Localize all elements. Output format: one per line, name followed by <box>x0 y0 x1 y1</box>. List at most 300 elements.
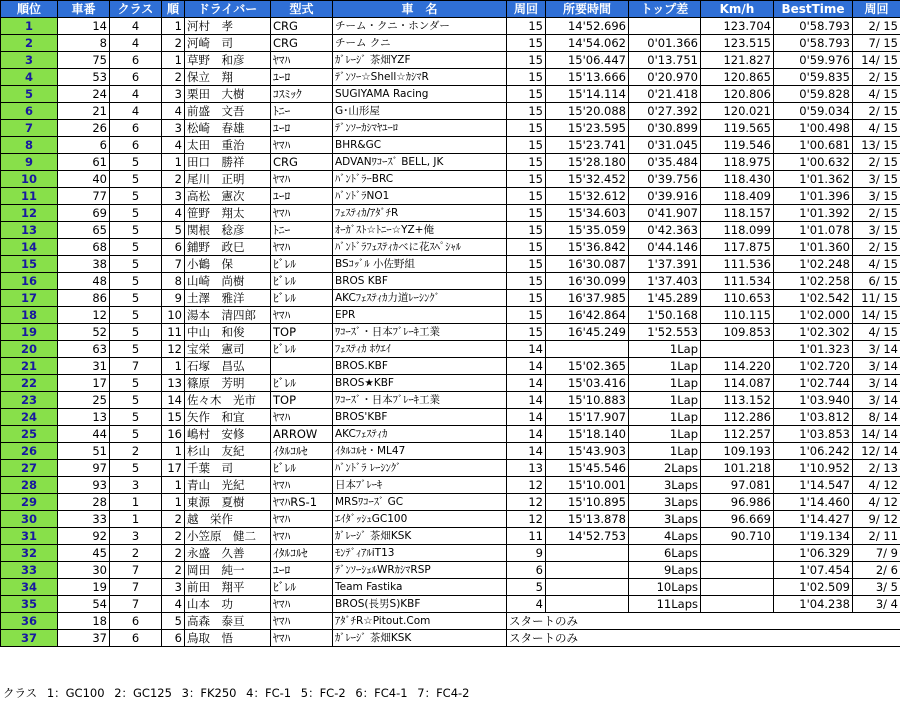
cell-driver: 東源 夏樹 <box>185 494 271 511</box>
cell-gap: 3Laps <box>629 511 701 528</box>
cell-chassis: ﾔﾏﾊ <box>271 137 333 154</box>
cell-class-rank: 3 <box>162 579 185 596</box>
class-legend-item: 5：FC-2 <box>300 686 346 700</box>
cell-total-time: 15'03.416 <box>546 375 629 392</box>
cell-gap: 3Laps <box>629 494 701 511</box>
cell-chassis: ﾋﾞﾚﾙ <box>271 341 333 358</box>
cell-gap: 0'44.146 <box>629 239 701 256</box>
cell-laps: 15 <box>507 69 546 86</box>
cell-car-number: 33 <box>58 511 110 528</box>
cell-gap: 0'39.756 <box>629 171 701 188</box>
cell-gap: 1'50.168 <box>629 307 701 324</box>
cell-driver: 佐々木 光市 <box>185 392 271 409</box>
cell-total-time: 15'18.140 <box>546 426 629 443</box>
cell-driver: 高森 泰亘 <box>185 613 271 630</box>
cell-speed <box>701 596 774 613</box>
cell-class-rank: 6 <box>162 239 185 256</box>
cell-class: 5 <box>110 409 162 426</box>
cell-chassis: ｲﾀﾙｺﾙｾ <box>271 443 333 460</box>
cell-car-number: 17 <box>58 375 110 392</box>
cell-best-time: 1'06.242 <box>774 443 853 460</box>
cell-total-time: 15'02.365 <box>546 358 629 375</box>
cell-best-lap: 3/ 4 <box>853 596 900 613</box>
table-row <box>1 341 900 358</box>
cell-speed: 120.865 <box>701 69 774 86</box>
cell-car-name: MRSﾜｺｰｽﾞ GC <box>333 494 507 511</box>
cell-best-time: 0'59.976 <box>774 52 853 69</box>
cell-total-time: 15'32.452 <box>546 171 629 188</box>
cell-chassis: ﾔﾏﾊ <box>271 239 333 256</box>
cell-class-rank: 2 <box>162 545 185 562</box>
cell-car-number: 75 <box>58 52 110 69</box>
cell-position: 11 <box>1 188 58 205</box>
cell-best-time: 1'06.329 <box>774 545 853 562</box>
table-row <box>1 528 900 545</box>
cell-speed: 118.409 <box>701 188 774 205</box>
cell-class-rank: 4 <box>162 103 185 120</box>
cell-gap: 1Lap <box>629 443 701 460</box>
cell-best-time: 1'14.427 <box>774 511 853 528</box>
cell-car-name: ｶﾞﾚｰｼﾞ 茶畑KSK <box>333 528 507 545</box>
table-row <box>1 171 900 188</box>
cell-gap: 0'30.899 <box>629 120 701 137</box>
cell-best-lap: 2/ 15 <box>853 18 900 35</box>
cell-car-name: ﾓﾝﾃﾞｨｱﾙiT13 <box>333 545 507 562</box>
cell-class: 5 <box>110 324 162 341</box>
cell-laps: 12 <box>507 494 546 511</box>
cell-car-number: 13 <box>58 409 110 426</box>
cell-position: 31 <box>1 528 58 545</box>
cell-total-time: 15'36.842 <box>546 239 629 256</box>
cell-best-time: 0'59.828 <box>774 86 853 103</box>
table-row <box>1 494 900 511</box>
cell-best-lap: 2/ 6 <box>853 562 900 579</box>
cell-gap: 0'42.363 <box>629 222 701 239</box>
cell-total-time: 15'34.603 <box>546 205 629 222</box>
cell-car-name: ﾊﾞﾝﾄﾞﾗﾌｪｽﾃｨｶベに花ｽﾍﾟｼｬﾙ <box>333 239 507 256</box>
cell-car-name: BROS KBF <box>333 273 507 290</box>
table-row <box>1 630 900 647</box>
cell-class-rank: 3 <box>162 86 185 103</box>
cell-start-only: スタートのみ <box>507 613 900 630</box>
cell-class-rank: 3 <box>162 120 185 137</box>
cell-driver: 越 栄作 <box>185 511 271 528</box>
cell-best-time: 1'00.498 <box>774 120 853 137</box>
cell-total-time: 15'14.114 <box>546 86 629 103</box>
cell-total-time: 16'45.249 <box>546 324 629 341</box>
table-row <box>1 358 900 375</box>
cell-best-time: 1'03.940 <box>774 392 853 409</box>
cell-chassis: ﾔﾏﾊ <box>271 409 333 426</box>
cell-best-time: 1'00.632 <box>774 154 853 171</box>
cell-class-rank: 4 <box>162 205 185 222</box>
cell-best-time: 0'59.835 <box>774 69 853 86</box>
header-total-time: 所要時間 <box>546 1 629 18</box>
cell-class-rank: 16 <box>162 426 185 443</box>
cell-gap <box>629 18 701 35</box>
class-legend-item: 4：FC-1 <box>246 686 292 700</box>
table-row <box>1 239 900 256</box>
cell-car-name: ﾊﾞﾝﾄﾞﾗNO1 <box>333 188 507 205</box>
cell-total-time: 15'45.546 <box>546 460 629 477</box>
cell-car-name: BROS★KBF <box>333 375 507 392</box>
cell-laps: 15 <box>507 273 546 290</box>
cell-car-name: AKCﾌｪｽﾃｨｶ力道ﾚｰｼﾝｸﾞ <box>333 290 507 307</box>
cell-gap: 1Lap <box>629 375 701 392</box>
table-row <box>1 35 900 52</box>
cell-class: 3 <box>110 477 162 494</box>
cell-total-time <box>546 596 629 613</box>
cell-class: 6 <box>110 69 162 86</box>
cell-best-lap: 3/ 14 <box>853 375 900 392</box>
cell-best-time: 1'02.744 <box>774 375 853 392</box>
cell-gap: 1'37.403 <box>629 273 701 290</box>
cell-class-rank: 5 <box>162 222 185 239</box>
cell-total-time: 15'13.666 <box>546 69 629 86</box>
cell-best-lap: 14/ 15 <box>853 52 900 69</box>
table-row <box>1 562 900 579</box>
cell-class: 3 <box>110 528 162 545</box>
cell-car-name: AKCﾌｪｽﾃｨｶ <box>333 426 507 443</box>
cell-driver: 青山 光紀 <box>185 477 271 494</box>
cell-best-time: 0'58.793 <box>774 18 853 35</box>
cell-driver: 田口 勝祥 <box>185 154 271 171</box>
cell-driver: 鋪野 政巳 <box>185 239 271 256</box>
cell-car-number: 44 <box>58 426 110 443</box>
cell-gap: 9Laps <box>629 562 701 579</box>
cell-best-time: 1'02.000 <box>774 307 853 324</box>
cell-speed: 114.087 <box>701 375 774 392</box>
cell-car-number: 61 <box>58 154 110 171</box>
cell-best-lap: 4/ 15 <box>853 256 900 273</box>
cell-position: 28 <box>1 477 58 494</box>
cell-driver: 前田 翔平 <box>185 579 271 596</box>
cell-total-time: 15'10.001 <box>546 477 629 494</box>
cell-car-number: 92 <box>58 528 110 545</box>
cell-car-number: 37 <box>58 630 110 647</box>
cell-total-time: 15'23.741 <box>546 137 629 154</box>
cell-laps: 9 <box>507 545 546 562</box>
table-row <box>1 477 900 494</box>
cell-class: 5 <box>110 460 162 477</box>
class-legend-item: 2：GC125 <box>114 686 172 700</box>
table-body <box>1 18 900 647</box>
cell-driver: 小笠原 健二 <box>185 528 271 545</box>
cell-car-number: 12 <box>58 307 110 324</box>
cell-car-number: 26 <box>58 120 110 137</box>
cell-class-rank: 2 <box>162 562 185 579</box>
cell-position: 20 <box>1 341 58 358</box>
cell-car-name: チーム・クニ・ホンダー <box>333 18 507 35</box>
cell-position: 27 <box>1 460 58 477</box>
cell-speed: 113.152 <box>701 392 774 409</box>
cell-laps: 12 <box>507 511 546 528</box>
cell-chassis: ﾔﾏﾊ <box>271 171 333 188</box>
cell-best-time: 1'01.392 <box>774 205 853 222</box>
cell-car-number: 65 <box>58 222 110 239</box>
cell-laps: 4 <box>507 596 546 613</box>
cell-gap: 1Lap <box>629 358 701 375</box>
cell-gap: 0'41.907 <box>629 205 701 222</box>
table-row <box>1 545 900 562</box>
cell-speed: 118.430 <box>701 171 774 188</box>
cell-best-time: 1'03.812 <box>774 409 853 426</box>
class-legend-item: 1：GC100 <box>46 686 105 700</box>
cell-gap: 1Lap <box>629 341 701 358</box>
cell-class: 4 <box>110 103 162 120</box>
cell-position: 16 <box>1 273 58 290</box>
cell-driver: 河崎 司 <box>185 35 271 52</box>
cell-car-number: 6 <box>58 137 110 154</box>
cell-speed: 118.975 <box>701 154 774 171</box>
cell-car-name: ﾃﾞﾝｿｰｶｼﾏﾔﾕｰﾛ <box>333 120 507 137</box>
cell-driver: 千葉 司 <box>185 460 271 477</box>
cell-chassis: ﾕｰﾛ <box>271 188 333 205</box>
cell-best-lap: 7/ 9 <box>853 545 900 562</box>
table-row <box>1 460 900 477</box>
class-legend-item: 3：FK250 <box>181 686 237 700</box>
cell-class: 5 <box>110 307 162 324</box>
cell-best-lap: 3/ 14 <box>853 341 900 358</box>
cell-car-name: ﾜｺｰｽﾞ・日本ﾌﾞﾚｰｷ工業 <box>333 324 507 341</box>
cell-car-name: ﾌｪｽﾃｨｶ/ｱﾀﾞﾁR <box>333 205 507 222</box>
cell-speed: 123.704 <box>701 18 774 35</box>
cell-position: 19 <box>1 324 58 341</box>
cell-class-rank: 2 <box>162 35 185 52</box>
cell-chassis: ﾕｰﾛ <box>271 562 333 579</box>
cell-best-time: 1'03.853 <box>774 426 853 443</box>
cell-class: 5 <box>110 341 162 358</box>
cell-car-number: 86 <box>58 290 110 307</box>
cell-position: 14 <box>1 239 58 256</box>
cell-chassis: ﾔﾏﾊ <box>271 528 333 545</box>
cell-speed: 112.257 <box>701 426 774 443</box>
cell-chassis: ﾔﾏﾊ <box>271 596 333 613</box>
cell-chassis: TOP <box>271 324 333 341</box>
cell-chassis: ﾔﾏﾊ <box>271 52 333 69</box>
cell-best-time: 1'07.454 <box>774 562 853 579</box>
cell-laps: 14 <box>507 341 546 358</box>
cell-speed: 120.021 <box>701 103 774 120</box>
cell-position: 9 <box>1 154 58 171</box>
cell-best-time: 1'02.542 <box>774 290 853 307</box>
cell-class: 2 <box>110 443 162 460</box>
cell-total-time <box>546 579 629 596</box>
cell-car-number: 45 <box>58 545 110 562</box>
cell-position: 34 <box>1 579 58 596</box>
cell-class-rank: 2 <box>162 511 185 528</box>
cell-position: 24 <box>1 409 58 426</box>
cell-class-rank: 2 <box>162 69 185 86</box>
cell-class: 7 <box>110 596 162 613</box>
header-speed: Km/h <box>701 1 774 18</box>
table-header-row <box>1 1 900 18</box>
cell-car-name: ｲﾀﾙｺﾙｾ・ML47 <box>333 443 507 460</box>
cell-car-number: 8 <box>58 35 110 52</box>
cell-driver: 嶋村 安修 <box>185 426 271 443</box>
table-row <box>1 375 900 392</box>
cell-speed: 90.710 <box>701 528 774 545</box>
cell-class: 5 <box>110 392 162 409</box>
cell-car-name: ﾜｺｰｽﾞ・日本ﾌﾞﾚｰｷ工業 <box>333 392 507 409</box>
cell-class-rank: 4 <box>162 596 185 613</box>
cell-laps: 15 <box>507 52 546 69</box>
cell-chassis: ﾔﾏﾊ <box>271 307 333 324</box>
cell-total-time: 16'37.985 <box>546 290 629 307</box>
cell-class: 6 <box>110 52 162 69</box>
cell-best-lap: 3/ 15 <box>853 188 900 205</box>
cell-speed: 109.853 <box>701 324 774 341</box>
cell-car-number: 68 <box>58 239 110 256</box>
cell-gap: 3Laps <box>629 477 701 494</box>
table-row <box>1 205 900 222</box>
table-row <box>1 409 900 426</box>
cell-class-rank: 13 <box>162 375 185 392</box>
cell-chassis: ﾔﾏﾊ <box>271 613 333 630</box>
cell-total-time: 15'13.878 <box>546 511 629 528</box>
cell-best-time: 1'01.396 <box>774 188 853 205</box>
cell-position: 13 <box>1 222 58 239</box>
cell-laps: 12 <box>507 477 546 494</box>
cell-chassis <box>271 358 333 375</box>
cell-position: 37 <box>1 630 58 647</box>
cell-class: 4 <box>110 18 162 35</box>
cell-best-lap: 11/ 15 <box>853 290 900 307</box>
cell-gap: 4Laps <box>629 528 701 545</box>
cell-laps: 15 <box>507 154 546 171</box>
cell-speed: 96.669 <box>701 511 774 528</box>
table-row <box>1 324 900 341</box>
cell-position: 23 <box>1 392 58 409</box>
cell-best-lap: 3/ 15 <box>853 222 900 239</box>
cell-laps: 15 <box>507 222 546 239</box>
cell-driver: 笹野 翔太 <box>185 205 271 222</box>
cell-best-time: 1'01.362 <box>774 171 853 188</box>
cell-best-time: 1'02.509 <box>774 579 853 596</box>
cell-total-time: 14'52.753 <box>546 528 629 545</box>
cell-class: 5 <box>110 154 162 171</box>
cell-best-time: 1'01.360 <box>774 239 853 256</box>
cell-position: 35 <box>1 596 58 613</box>
cell-car-name: ｱﾀﾞﾁR☆Pitout.Com <box>333 613 507 630</box>
cell-car-number: 30 <box>58 562 110 579</box>
cell-car-number: 63 <box>58 341 110 358</box>
cell-total-time: 15'35.059 <box>546 222 629 239</box>
cell-driver: 宝栄 憲司 <box>185 341 271 358</box>
cell-driver: 杉山 友紀 <box>185 443 271 460</box>
cell-laps: 15 <box>507 188 546 205</box>
cell-total-time: 15'20.088 <box>546 103 629 120</box>
cell-car-name: ｵｰｶﾞｽﾄ☆ﾄﾆｰ☆YZ+俺 <box>333 222 507 239</box>
cell-best-lap: 3/ 14 <box>853 392 900 409</box>
cell-speed: 112.286 <box>701 409 774 426</box>
cell-gap: 0'39.916 <box>629 188 701 205</box>
cell-car-name: G･山形屋 <box>333 103 507 120</box>
cell-class-rank: 10 <box>162 307 185 324</box>
cell-best-lap: 4/ 12 <box>853 494 900 511</box>
cell-speed: 109.193 <box>701 443 774 460</box>
cell-chassis: ﾕｰﾛ <box>271 120 333 137</box>
cell-best-lap: 3/ 14 <box>853 358 900 375</box>
class-legend-label: クラス <box>3 686 38 700</box>
cell-laps: 15 <box>507 239 546 256</box>
cell-class-rank: 11 <box>162 324 185 341</box>
cell-chassis: ﾋﾞﾚﾙ <box>271 375 333 392</box>
cell-gap: 2Laps <box>629 460 701 477</box>
cell-position: 3 <box>1 52 58 69</box>
table-row <box>1 18 900 35</box>
table-row <box>1 273 900 290</box>
cell-chassis: CRG <box>271 35 333 52</box>
cell-laps: 15 <box>507 35 546 52</box>
cell-class-rank: 17 <box>162 460 185 477</box>
cell-class: 4 <box>110 35 162 52</box>
cell-start-only: スタートのみ <box>507 630 900 647</box>
cell-chassis: ﾋﾞﾚﾙ <box>271 579 333 596</box>
cell-class-rank: 2 <box>162 171 185 188</box>
cell-gap: 1Lap <box>629 409 701 426</box>
cell-total-time <box>546 341 629 358</box>
cell-chassis: ｺｽﾐｯｸ <box>271 86 333 103</box>
cell-class-rank: 1 <box>162 358 185 375</box>
cell-best-lap: 2/ 11 <box>853 528 900 545</box>
cell-class-rank: 2 <box>162 528 185 545</box>
cell-car-number: 31 <box>58 358 110 375</box>
cell-chassis: ﾔﾏﾊ <box>271 477 333 494</box>
cell-class: 4 <box>110 86 162 103</box>
cell-class: 6 <box>110 137 162 154</box>
cell-car-number: 25 <box>58 392 110 409</box>
cell-driver: 関根 稔彦 <box>185 222 271 239</box>
cell-best-lap: 12/ 14 <box>853 443 900 460</box>
cell-class-rank: 1 <box>162 52 185 69</box>
cell-best-lap: 3/ 15 <box>853 171 900 188</box>
cell-driver: 矢作 和宜 <box>185 409 271 426</box>
cell-best-lap: 2/ 13 <box>853 460 900 477</box>
cell-position: 12 <box>1 205 58 222</box>
cell-chassis: ARROW <box>271 426 333 443</box>
cell-class: 6 <box>110 630 162 647</box>
cell-class: 1 <box>110 511 162 528</box>
cell-best-time: 1'14.547 <box>774 477 853 494</box>
cell-position: 7 <box>1 120 58 137</box>
cell-best-time: 1'00.681 <box>774 137 853 154</box>
cell-position: 30 <box>1 511 58 528</box>
table-row <box>1 613 900 630</box>
cell-class-rank: 1 <box>162 154 185 171</box>
cell-laps: 15 <box>507 324 546 341</box>
header-car-number: 車番 <box>58 1 110 18</box>
cell-speed <box>701 562 774 579</box>
cell-position: 26 <box>1 443 58 460</box>
cell-chassis: ﾔﾏﾊRS-1 <box>271 494 333 511</box>
cell-position: 15 <box>1 256 58 273</box>
cell-car-name: SUGIYAMA Racing <box>333 86 507 103</box>
cell-speed: 110.115 <box>701 307 774 324</box>
cell-class-rank: 6 <box>162 630 185 647</box>
cell-class: 7 <box>110 562 162 579</box>
header-class: クラス <box>110 1 162 18</box>
cell-car-name: ADVANﾜｺｰｽﾞ BELL, JK <box>333 154 507 171</box>
cell-laps: 15 <box>507 171 546 188</box>
cell-class: 5 <box>110 222 162 239</box>
cell-laps: 15 <box>507 86 546 103</box>
cell-driver: 湯本 清四郎 <box>185 307 271 324</box>
cell-chassis: ﾋﾞﾚﾙ <box>271 256 333 273</box>
cell-best-lap: 9/ 12 <box>853 511 900 528</box>
cell-best-lap: 2/ 15 <box>853 69 900 86</box>
cell-best-time: 1'02.258 <box>774 273 853 290</box>
